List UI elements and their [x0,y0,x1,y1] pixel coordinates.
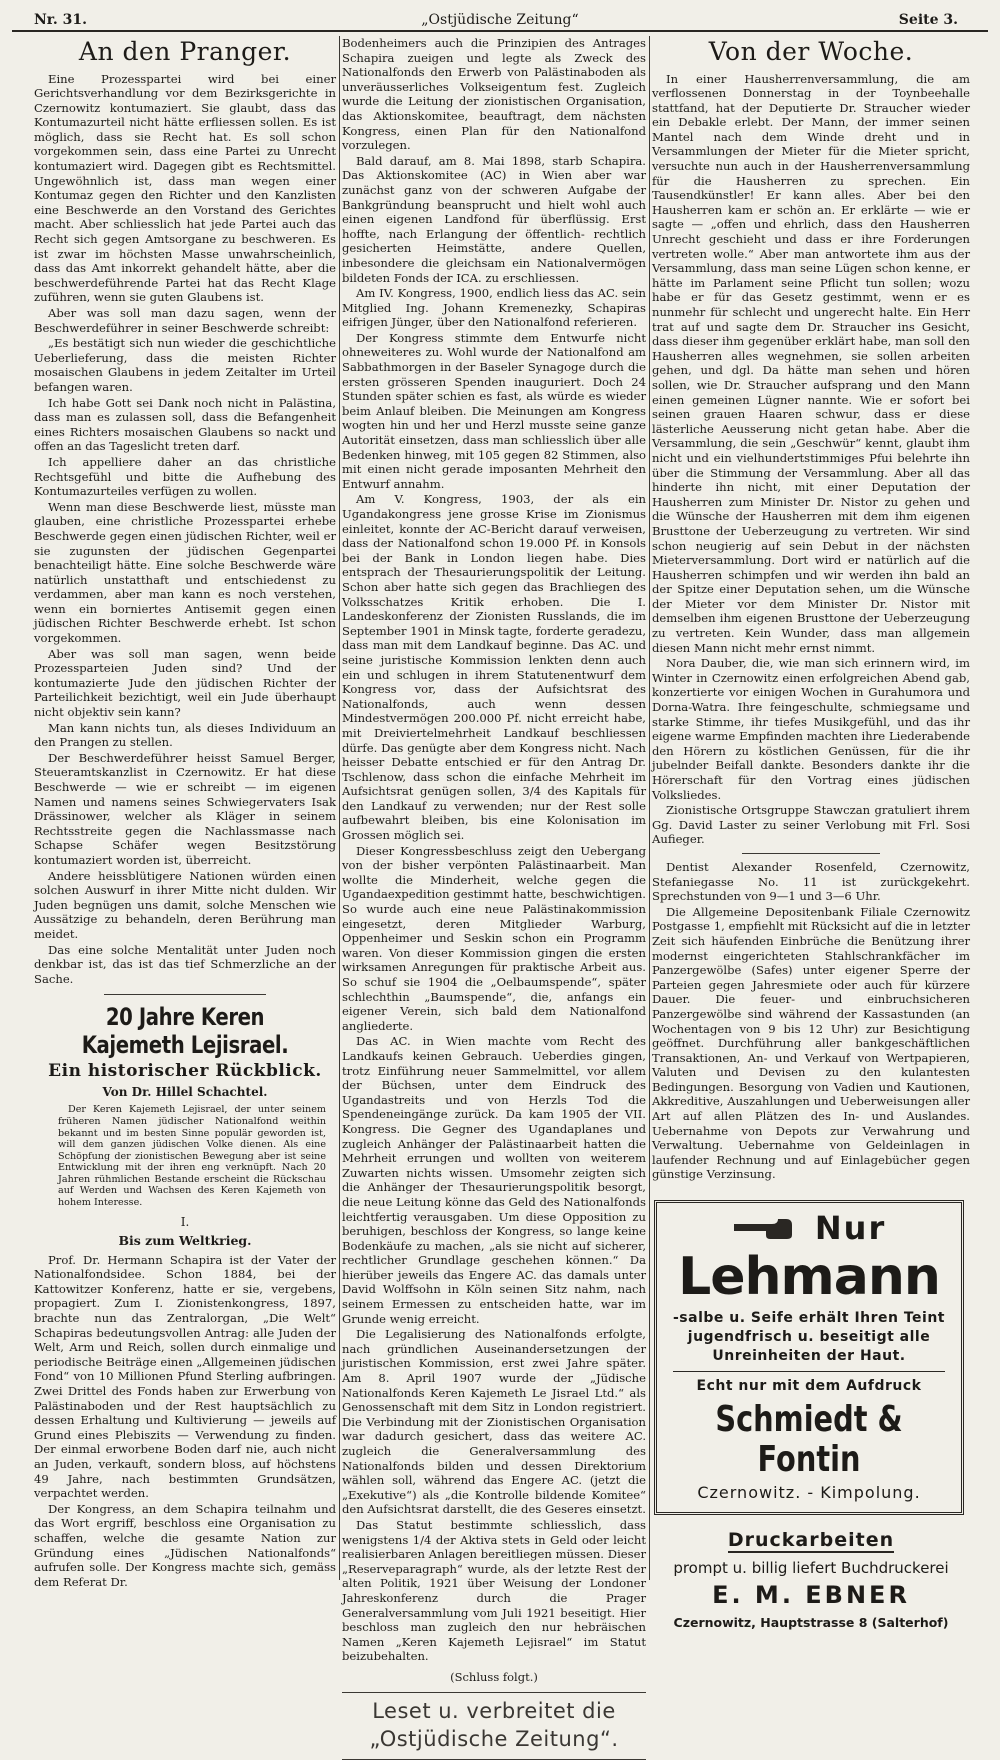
promo-box [342,1692,646,1760]
column-divider [649,36,650,1580]
ad-line: -salbe u. Seife erhält Ihren Teint [672,1310,945,1327]
column-divider [339,36,340,1580]
section-number: I. [180,1214,190,1229]
druck-address: Czernowitz, Hauptstrasse 8 (Salterhof) [673,1615,949,1631]
section-title: Bis zum Weltkrieg. [118,1232,252,1248]
ad-headline [663,1209,955,1249]
paragraph: „Es bestätigt sich nun wieder die geschichtliche Ueberlieferung, dass die meisten Richter mosaischen Glaubens in jedem Zeitalter im Urteil befangen waren. [34,336,336,394]
feature-author: Von Dr. Hillel Schachtel. [102,1085,268,1100]
paragraph: Der Kongress stimmte dem Entwurfe nicht ohneweiteres zu. Wohl wurde der Nationalfond am Sabbathmorgen in der Baseler Synagoge durch die ersten grösseren Spenden inauguriert. Doch 24 Stunden später schien es fast, als würde es wieder beim Anlauf bleiben. Die Meinungen am Kongress wogten hin und her und Herzl musste seine ganze Autorität einsetzen, dass man schliesslich über alle Bedenken hinweg, mit 105 gegen 82 Stimmen, also mit einen nicht gerade imposanten Mehrheit den Entwurf annahm. [342,330,646,491]
paragraph: Ich habe Gott sei Dank noch nicht in Palästina, dass man es zulassen soll, dass die Befangenheit eines Richters mosaischen Glaubens so nackt und offen an das Tageslicht treten darf. [34,395,336,454]
paragraph: Der Kongress, an dem Schapira teilnahm und das Wort ergriff, beschloss eine Organisation zu schaffen, welche die gesamte Nation zur Gründung eines „Jüdischen Nationalfonds“ aufrufen solle. Der Kongress machte sich, gemäss dem Referat Dr. [34,1501,336,1589]
druck-title: Druckarbeiten [727,1529,895,1552]
paragraph: Wenn man diese Beschwerde liest, müsste man glauben, eine christliche Prozesspartei erhebe Beschwerde gegen einen jüdischen Richter, weil er sie zugunsten der jüdischen Gegenpartei benachteiligt hätte. Eine solche Beschwerde wäre natürlich unstatthaft und entschiedenst zu verdammen, aber man kann es noch verstehen, wenn ein borniertes Antisemit gegen einen jüdischen Richter Beschwerde erhebt. Ist schon vorgekommen. [34,499,336,646]
continuation-note: (Schluss folgt.) [450,1669,538,1684]
paragraph: Bodenheimers auch die Prinzipien des Antrages Schapira zueigen und legte als Zweck des Nationalfonds den Erwerb von Palästinaboden als unveräusserliches Volkseigentum fest. Zugleich wurde die Leitung der zionistischen Organisation, das Aktionskomitee, beauftragt, dem nächsten Kongress, einen Plan für den Nationalfond vorzulegen. [342,36,646,153]
notice: Die Allgemeine Depositenbank Filiale Czernowitz Postgasse 1, empfiehlt mit Rücksicht auf die in letzter Zeit sich häufenden Einbrüche die Benützung ihrer modernst eingerichteten Stahlschrankfächer im Panzergewölbe (Safes) unter eigener Sperre der Parteien gegen Jahresmiete oder auch für kürzere Dauer. Die feuer- und einbruchsicheren Panzergewölbe sind während der Kassastunden (an Wochentagen von 9 bis 12 Uhr) zur Besichtigung geöffnet. Durchführung aller bankgeschäftlichen Transaktionen, An- und Verkauf von Wertpapieren, Valuten und Devisen zu den kulantesten Bedingungen. Besorgung von Vadien und Kautionen, Akkreditive, Auszahlungen und Ueberweisungen aller Art auf allen Plätzen des In- und Auslandes. Uebernahme von Depots zur Verwahrung und Verwaltung. Uebernahme von Geldeinlagen in laufender Rechnung und auf Einlagebücher gegen günstige Verzinsung. [652,904,970,1182]
paragraph: Das eine solche Mentalität unter Juden noch denkbar ist, das ist das tief Schmerzliche an der Sache. [34,942,336,986]
paragraph: Das Statut bestimmte schliesslich, dass wenigstens 1/4 der Aktiva stets in Geld oder leicht realisierbaren Anlagen bereitliegen müssen. Dieser „Reserveparagraph“ wurde, als der letzte Rest der alten Politik, 1921 über Weisung der Londoner Jahreskonferenz durch die Prager Generalversammlung vom Juli 1921 beseitigt. Hier beschloss man zugleich den nur hebräischen Namen „Keren Kajemeth Lejisrael“ im Statut beizubehalten. [342,1517,646,1664]
pointing-hand-icon [732,1211,802,1249]
ad-line: jugendfrisch u. beseitigt alle [687,1329,931,1346]
promo-line-1: Leset u. verbreitet die [372,1698,616,1723]
feature-subtitle: Ein historischer Rückblick. [48,1061,322,1082]
page-number: Nr. 31. [34,12,87,28]
paragraph: Eine Prozesspartei wird bei einer Gerichtsverhandlung vor dem Bezirksgerichte in Czernowitz kontumaziert. Sie glaubt, dass das Kontumazurteil nicht hätte erfliessen sollen. Es ist möglich, dass sie Recht hat. Es soll schon vorgekommen sein, dass eine Partei zu Unrecht kontumaziert wird. Dagegen gibt es Rechtsmittel. Ungewöhnlich ist, dass man wegen einer Kontumaz gegen den Richter und den Kanzlisten eine Beschwerde an den Vorstand des Gerichtes macht. Aber schliesslich hat jede Partei auch das Recht sich gegen Amtsorgane zu beschweren. Es ist zwar im höchsten Masse unwahrscheinlich, dass das Amt inkorrekt gehandelt hätte, aber die beschwerdeführende Partei hat das Recht Klage zuführen, wenn sie guten Glaubens ist. [34,71,336,305]
ad-line: Unreinheiten der Haut. [712,1348,906,1365]
ad-brand: Lehmann [678,1247,940,1308]
paragraph: Am IV. Kongress, 1900, endlich liess das AC. sein Mitglied Ing. Johann Kremenezky, Schapiras eifrigen Jünger, über den Nationalfond referieren. [342,286,646,330]
lehmann-advertisement [654,1200,964,1515]
paragraph: Die Legalisierung des Nationalfonds erfolgte, nach gründlichen Auseinandersetzungen der juristischen Kommission, erst zwei Jahre später. Am 8. April 1907 wurde der „Jüdische Nationalfonds Keren Kajemeth Le Jisrael Ltd.“ als Genossenschaft mit dem Sitz in London registriert. Die Verbindung mit der Zionistischen Organisation war dadurch gesichert, dass das weitere AC. zugleich die Generalversammlung des Nationalfonds bilden und dessen Direktorium wählen soll, während das Engere AC. (jetzt die „Exekutive“) als „die Kontrolle bildende Komitee“ den Aufsichtsrat darstellt, die des Geseres einsetzt. [342,1327,646,1517]
promo-line-2: „Ostjüdische Zeitung“. [369,1726,619,1751]
ad-nur-text: Nur [814,1209,887,1248]
paragraph: Zionistische Ortsgruppe Stawczan gratuliert ihrem Gg. David Laster zu seiner Verlobung mit Frl. Sosi Aufieger. [652,803,970,847]
feature-title: 20 Jahre Keren Kajemeth Lejisrael. [81,1003,289,1060]
ad-echt: Echt nur mit dem Aufdruck [696,1378,922,1395]
printing-advertisement [652,1529,970,1630]
paragraph: Nora Dauber, die, wie man sich erinnern wird, im Winter in Czernowitz einen erfolgreichen Abend gab, konzertierte vor einigen Wochen in Gurahumora und Dorna-Watra. Ihre feingeschulte, schmiegsame und starke Stimme, ihr tiefes Musikgefühl, und das ihr eigene warme Empfinden machten ihre Liederabende den Hörern zu köstlichen Genüssen, für die ihr jubelnder Beifall dankte. Besonders dankte ihr die Hörerschaft für den Vortrag eines jüdischen Volksliedes. [652,656,970,802]
column-2 [342,36,647,1751]
paragraph: In einer Hausherrenversammlung, die am verflossenen Donnerstag in der Toynbeehalle stattfand, hat der Deputierte Dr. Straucher wieder ein Debakle erlebt. Der Mann, der immer seinen Mantel nach dem Winde dreht und in Versammlungen der Mieter für die Mieter spricht, versuchte nun auch in der Hausherrenversammlung für die Hausherren zu sprechen. Ein Tausendkünstler! Er kann alles. Aber bei den Hausherren kam er schön an. Er erklärte — wie er sagte — „offen und ehrlich, dass den Hausherren Unrecht geschieht und dass er ihre Forderungen vertreten wolle.“ Aber man antwortete ihm aus der Versammlung, dass man seine Lügen schon kenne, er hätte im Parlament seine Pflicht tun sollen; wozu habe er für das Gesetz gestimmt, wenn er es nunmehr für schlecht und ungerecht halte. Ein Herr trat auf und sagte dem Dr. Straucher ins Gesicht, dass dieser ihm gegenüber erklärt habe, man soll den Hausherren alles wegnehmen, sie sollen arbeiten gehen, und dgl. Da hätte man sehen und hören sollen, wie Dr. Straucher aufsprang und den Mann einen gemeinen Lügner nannte. Wie er sofort bei seinen grauen Haaren schwur, dass er diese lästerliche Aeusserung nicht getan habe. Aber die Versammlung, die sein „Geschwür“ kennt, glaubt ihm nicht und ein vielhundertstimmiges Pfui belehrte ihn über die Stimmung der Versammlung. Aber all das hinderte ihn nicht, mit einer Deputation der Hausherren zum Minister Dr. Nistor zu gehen und die Wünsche der Hausherren mit dem ihm eigenen Brusttone der Ueberzeugung zu vertreten. Wir sind schon neugierig auf sein Debut in der nächsten Mieterversammlung. Dort wird er natürlich auf die Hausherren schimpfen und wir werden ihn bald an der Spitze einer Deputation sehen, um die Wünsche der Mieter vor dem Minister Dr. Nistor mit demselben ihm eigenen Brusttone der Ueberzeugung zu vertreten. Kein Wunder, dass man allgemein diesen Mann nicht mehr ernst nimmt. [652,71,970,655]
ad-maker: Schmiedt & Fontin [715,1399,903,1480]
separator [742,853,880,854]
paragraph: Aber was soll man sagen, wenn beide Prozessparteien Juden sind? Und der kontumazierte Jude den jüdischen Richter der Parteilichkeit bezichtigt, weil ein Jude überhaupt nicht objektiv sein kann? [34,646,336,720]
paragraph: Das AC. in Wien machte vom Recht des Landkaufs keinen Gebrauch. Ueberdies gingen, trotz Einführung neuer Sammelmittel, vor allem der Büchsen, unter dem Eindruck des Ugandastreits und von Herzls Tod die Spendeneingänge zurück. Da kam 1905 der VII. Kongress. Die Gegner des Ugandaplanes und zugleich Anhänger der Palästinaarbeit hatten die Mehrheit errungen und wollten von weiterem Zuwarten nichts wissen. Umsomehr zeigten sich die Anhänger der Thesaurierungspolitik besorgt, die neue Leitung könne das Geld des Nationalfonds leichtfertig verausgaben. Um diese Opposition zu beruhigen, beschloss der Kongress, so lange keine Bodenkäufe zu machen, „als sie nicht auf sicherer, rechtlicher Grundlage geschehen können.“ Da hierüber jeweils das Engere AC. das damals unter David Wolffsohn in Köln seinen Sitz nahm, nach seinem Ermessen zu entscheiden hatte, war im Grunde wenig erreicht. [342,1034,646,1326]
page-header [12,8,988,32]
paragraph: Am V. Kongress, 1903, der als ein Ugandakongress jene grosse Krise im Zionismus einleitet, konnte der AC-Bericht darauf verweisen, dass der Nationalfond schon 19.000 Pf. in Konsols bei der Bank in London liegen habe. Dies entsprach der Thesaurierungspolitik der Leitung. Schon aber hatte sich gegen das Brachliegen des Volksschatzes Kritik erhoben. Die I. Landeskonferenz der Zionisten Russlands, die im September 1901 in Minsk tagte, forderte geradezu, dass man mit dem Landkauf beginne. Das AC. und seine juristische Kommission lenkten denn auch ein und schlugen in ihrem Statutenentwurf dem Kongress vor, dass der Aufsichtsrat des Nationalfonds, auch wenn dessen Mindestvermögen 200.000 Pf. nicht erreicht habe, mit Dreiviertelmehrheit Landkauf beschliessen dürfe. Das genügte aber dem Kongress nicht. Nach heisser Debatte entschied er für den Antrag Dr. Tschlenow, dass schon die einfache Mehrheit im Aufsichtsrat genügen sollen, 3/4 des Kapitals für den Landkauf zu verwenden; nur der Rest solle aufbewahrt bleiben, bis eine Kolonisation im Grossen möglich sei. [342,492,647,843]
ad-rule [673,1371,945,1372]
paragraph: Dieser Kongressbeschluss zeigt den Uebergang von der bisher verpönten Palästinaarbeit. Man wollte die Minderheit, welche gegen die Ugandaexpedition gestimmt hatte, beschwichtigen. So wurde auch eine neue Palästinakommission eingesetzt, deren Mitglieder Warburg, Oppenheimer und Seskin schon ein Programm waren. Von dieser Kommission gingen die ersten wirksamen Anregungen für praktische Arbeit aus. So schuf sie 1904 die „Oelbaumspende“, später schlechthin „Baumspende“, die, anfangs ein eigener Verein, sich bald dem Nationalfond angliederte. [342,843,646,1033]
paragraph: Andere heissblütigere Nationen würden einen solchen Auswurf in ihrer Mitte nicht dulden. Wir Juden begnügen uns damit, solche Menschen wie Aussätzige zu behandeln, deren Berührung man meidet. [34,868,336,941]
page-label: Seite 3. [898,12,958,28]
notice: Dentist Alexander Rosenfeld, Czernowitz, Stefaniegasse No. 11 ist zurückgekehrt. Sprechstunden von 9—1 und 3—6 Uhr. [652,859,970,904]
column-3 [652,36,970,1631]
paragraph: Ich appelliere daher an das christliche Rechtsgefühl und bitte die Aufhebung des Kontumazurteiles verfügen zu wollen. [34,454,336,499]
paragraph: Bald darauf, am 8. Mai 1898, starb Schapira. Das Aktionskomitee (AC) in Wien aber war zunächst ganz von der schweren Aufgabe der Bankgründung beansprucht und hielt wohl auch einen eigenen Landfond für überflüssig. Erst hoffte, nach Erlangung der öffentlich- rechtlich gesicherten Heimstätte, andere Quellen, inbesondere die gleichsam ein Nationalvermögen bildeten Fonds der ICA. zu erschliessen. [342,153,646,285]
druck-firm: E. M. EBNER [712,1581,910,1610]
article-title: An den Pranger. [78,37,292,66]
paragraph: Der Beschwerdeführer heisst Samuel Berger, Steueramtskanzlist in Czernowitz. Er hat diese Beschwerde — wie er schreibt — im eigenen Namen und namens seines Schwiegervaters Isak Drässinower, welcher als Kläger in seinem Rechtsstreite gegen die Nachlassmasse nach Schapse Schäfer wegen Besitzstörung kontumaziert worden ist, überreicht. [34,750,336,867]
column-1 [34,36,336,1589]
column-title: Von der Woche. [708,37,914,66]
feature-intro: Der Keren Kajemeth Lejisrael, der unter seinem früheren Namen jüdischer Nationalfond weithin bekannt und im besten Sinne populär geworden ist, will dem ganzen jüdischen Volke dienen. Als eine Schöpfung der zionistischen Bewegung aber ist seine Entwicklung mit der ihren eng verknüpft. Nach 20 Jahren rühmlichen Bestande erscheint die Rückschau auf Werden und Wachsen des Keren Kajemeth von hohem Interesse. [58,1104,326,1209]
ad-cities: Czernowitz. - Kimpolung. [697,1483,921,1503]
section-rule [104,994,266,995]
paragraph: Prof. Dr. Hermann Schapira ist der Vater der Nationalfondsidee. Schon 1884, bei der Kattowitzer Konferenz, hatte er sie, vergebens, propagiert. Zum I. Zionistenkongress, 1897, brachte nun das Zentralorgan, „Die Welt“ Schapiras bedeutungsvollen Antrag: alle Juden der Welt, Arm und Reich, sollen durch einmalige und periodische Beiträge einen „Allgemeinen jüdischen Fond“ von 10 Millionen Pfund Sterling aufbringen. Zwei Drittel des Fonds haben zur Erwerbung von Palästinaboden und der Rest hauptsächlich zu dessen Erhaltung und Kultivierung — jeweils auf Grund eines Plebiszits — Verwendung zu finden. Der einmal erworbene Boden darf nie, auch nicht an Juden, verkauft, sondern bloss, auf höchstens 49 Jahre, nach bestimmten Grundsätzen, verpachtet werden. [34,1252,336,1501]
paragraph: Man kann nichts tun, als dieses Individuum an den Prangen zu stellen. [34,720,336,750]
paragraph: Aber was soll man dazu sagen, wenn der Beschwerdeführer in seiner Beschwerde schreibt: [34,306,336,335]
druck-line: prompt u. billig liefert Buchdruckerei [673,1559,949,1578]
paper-name: „Ostjüdische Zeitung“ [421,12,579,28]
